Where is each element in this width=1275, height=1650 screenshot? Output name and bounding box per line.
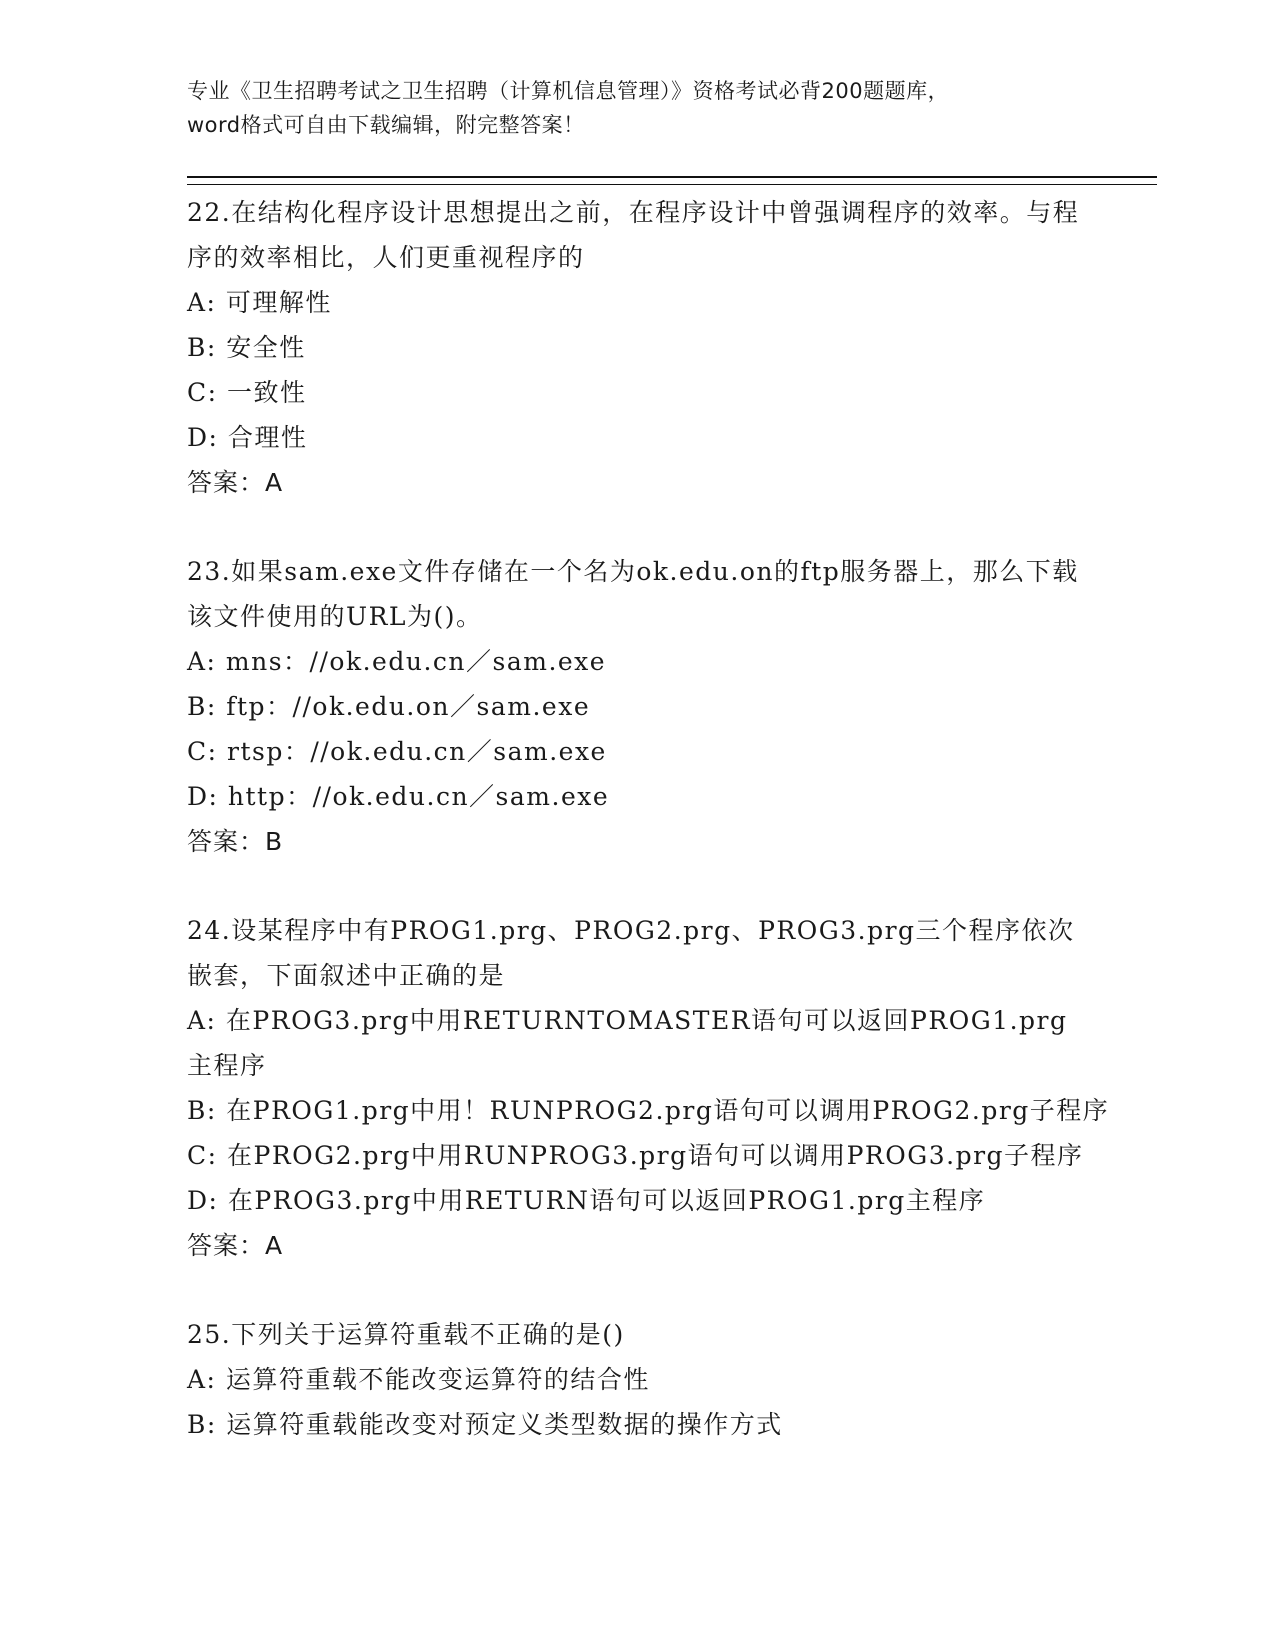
question-stem: 23.如果sam.exe文件存储在一个名为ok.edu.on的ftp服务器上，那么下载该文件使用的URL为()。 bbox=[187, 557, 1079, 631]
header-line-2: word格式可自由下载编辑，附完整答案！ bbox=[187, 113, 585, 137]
question-23 bbox=[187, 549, 1087, 864]
answer-line: 答案：B bbox=[187, 827, 284, 856]
question-25 bbox=[187, 1312, 1087, 1447]
option-b: B: 在PROG1.prg中用！RUNPROG2.prg语句可以调用PROG2.prg子程序 bbox=[187, 1096, 1110, 1125]
option-a: A: 可理解性 bbox=[187, 288, 332, 317]
option-d: D: 在PROG3.prg中用RETURN语句可以返回PROG1.prg主程序 bbox=[187, 1186, 986, 1215]
option-d: D: http：//ok.edu.cn／sam.exe bbox=[187, 782, 610, 811]
question-stem: 24.设某程序中有PROG1.prg、PROG2.prg、PROG3.prg三个程序依次嵌套，下面叙述中正确的是 bbox=[187, 916, 1075, 990]
header-divider bbox=[187, 176, 1157, 185]
option-c: C: rtsp：//ok.edu.cn／sam.exe bbox=[187, 737, 607, 766]
option-a: A: 运算符重载不能改变运算符的结合性 bbox=[187, 1365, 650, 1394]
document-header bbox=[187, 74, 1087, 142]
option-d: D: 合理性 bbox=[187, 423, 308, 452]
question-stem: 22.在结构化程序设计思想提出之前，在程序设计中曾强调程序的效率。与程序的效率相比，人们更重视程序的 bbox=[187, 198, 1080, 272]
option-b: B: 运算符重载能改变对预定义类型数据的操作方式 bbox=[187, 1410, 783, 1439]
answer-line: 答案：A bbox=[187, 468, 284, 497]
option-c: C: 一致性 bbox=[187, 378, 307, 407]
question-24 bbox=[187, 908, 1110, 1268]
question-stem: 25.下列关于运算符重载不正确的是() bbox=[187, 1320, 625, 1349]
answer-line: 答案：A bbox=[187, 1231, 284, 1260]
header-line-1: 专业《卫生招聘考试之卫生招聘（计算机信息管理）》资格考试必背200题题库， bbox=[187, 79, 950, 103]
option-b: B: 安全性 bbox=[187, 333, 306, 362]
option-a: A: 在PROG3.prg中用RETURNTOMASTER语句可以返回PROG1.prg主程序 bbox=[187, 1006, 1068, 1080]
option-c: C: 在PROG2.prg中用RUNPROG3.prg语句可以调用PROG3.prg子程序 bbox=[187, 1141, 1084, 1170]
option-a: A: mns：//ok.edu.cn／sam.exe bbox=[187, 647, 607, 676]
option-b: B: ftp：//ok.edu.on／sam.exe bbox=[187, 692, 591, 721]
question-22 bbox=[187, 190, 1087, 505]
question-list bbox=[187, 190, 1110, 1491]
